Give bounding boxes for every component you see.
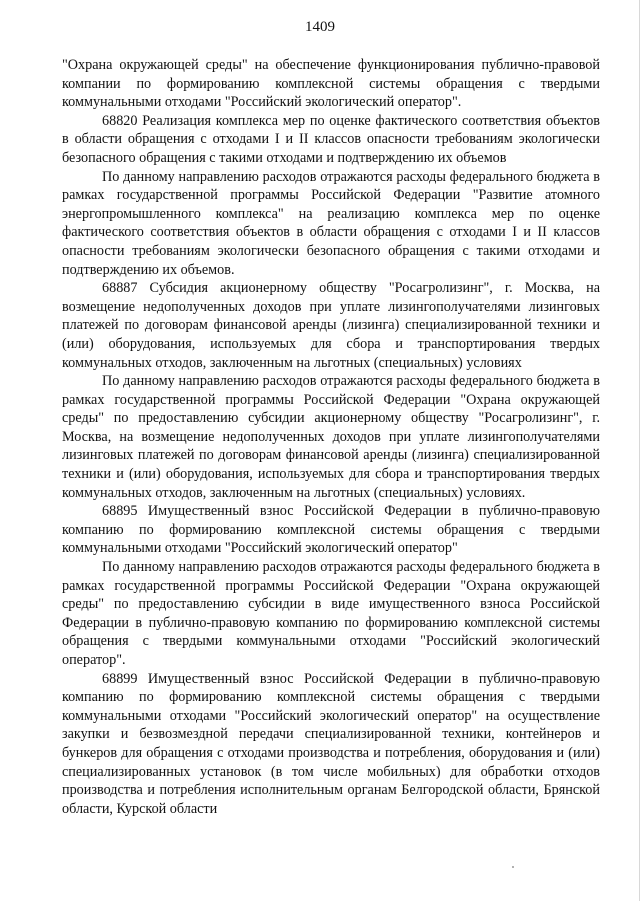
paragraph-68820-heading: 68820 Реализация комплекса мер по оценке фактического соответствия объектов в области обращения с отходами I и II классов опасности требованиям экологически безопасного обращения с такими отходами и подтверждению их объемов: [62, 112, 600, 166]
paragraph-68887-heading: 68887 Субсидия акционерному обществу "Росагролизинг", г. Москва, на возмещение недополученных доходов при уплате лизингополучателями лизинговых платежей по договорам финансовой аренды (лизинга) специализированной техники и (или) оборудования, используемых для сбора и транспортирования твердых коммунальных отходов, заключенным на льготных (специальных) условиях: [62, 280, 600, 371]
paragraph-68895-heading: 68895 Имущественный взнос Российской Федерации в публично-правовую компанию по формированию комплексной системы обращения с твердыми коммунальными отходами "Российский экологический оператор": [62, 503, 600, 557]
paragraph-68899-heading: 68899 Имущественный взнос Российской Федерации в публично-правовую компанию по формированию комплексной системы обращения с твердыми коммунальными отходами "Российский экологический оператор" на осуществление закупки и безвозмездной передачи специализированной техники, контейнеров и бункеров для обращения с отходами производства и потребления, оборудования и (или) специализированных установок (в том числе мобильных) для обработки отходов производства и потребления исполнительным органам Белгородской области, Брянской области, Курской области: [62, 670, 600, 817]
page-number: 1409: [305, 19, 335, 35]
paragraph-68887-description: По данному направлению расходов отражаются расходы федерального бюджета в рамках государственной программы Российской Федерации "Охрана окружающей среды" по предоставлению субсидии акционерному обществу "Росагролизинг", г. Москва, на возмещение недополученных доходов при уплате лизингополучателями лизинговых платежей по договорам финансовой аренды (лизинга) специализированной техники и (или) оборудования, используемых для сбора и транспортирования твердых коммунальных отходов, заключенным на льготных (специальных) условиях.: [62, 373, 600, 501]
paragraph-continuation: "Охрана окружающей среды" на обеспечение функционирования публично-правовой компании по формированию комплексной системы обращения с твердыми коммунальными отходами "Российский экологический оператор".: [62, 57, 600, 111]
document-body: [62, 56, 600, 818]
paragraph-68820-description: По данному направлению расходов отражаются расходы федерального бюджета в рамках государственной программы Российской Федерации "Развитие атомного энергопромышленного комплекса" на реализацию комплекса мер по оценке фактического соответствия объектов в области обращения с отходами I и II классов опасности требованиям экологически безопасного обращения с такими отходами и подтверждению их объемов.: [62, 168, 600, 278]
paragraph-68895-description: По данному направлению расходов отражаются расходы федерального бюджета в рамках государственной программы Российской Федерации "Охрана окружающей среды" по предоставлению субсидии в виде имущественного взноса Российской Федерации в публично-правовую компанию по формированию комплексной системы обращения с твердыми коммунальными отходами "Российский экологический оператор".: [62, 559, 600, 668]
scan-speck: [512, 866, 514, 868]
